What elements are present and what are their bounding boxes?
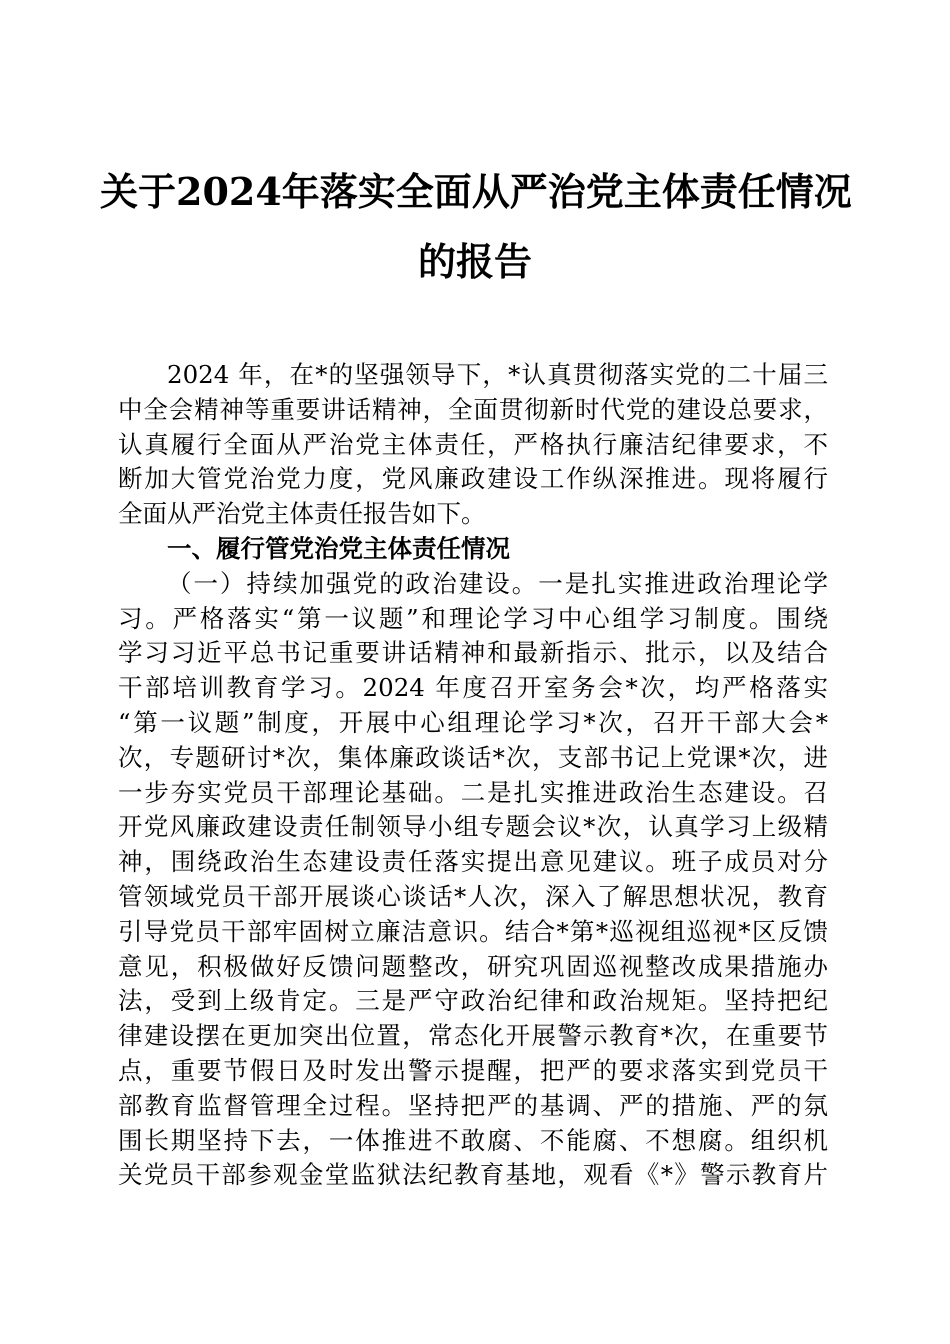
paragraph-line: 开党风廉政建设责任制领导小组专题会议*次，认真学习上级精 [118,812,828,842]
paragraph-line: 干部培训教育学习。2024 年度召开室务会*次，均严格落实 [118,673,828,703]
paragraph-line: 管领域党员干部开展谈心谈话*人次，深入了解思想状况，教育 [118,881,828,911]
paragraph-line: 引导党员干部牢固树立廉洁意识。结合*第*巡视组巡视*区反馈 [118,916,828,946]
paragraph-line: “第一议题”制度，开展中心组理论学习*次，召开干部大会* [118,707,828,737]
paragraph-line: 部教育监督管理全过程。坚持把严的基调、严的措施、严的氛 [118,1090,828,1120]
paragraph-line: 围长期坚持下去，一体推进不敢腐、不能腐、不想腐。组织机 [118,1125,828,1155]
paragraph-line: 法，受到上级肯定。三是严守政治纪律和政治规矩。坚持把纪 [118,986,828,1016]
paragraph-line: 律建设摆在更加突出位置，常态化开展警示教育*次，在重要节 [118,1021,828,1051]
paragraph-line: 神，围绕政治生态建设责任落实提出意见建议。班子成员对分 [118,847,828,877]
paragraph-line: 点，重要节假日及时发出警示提醒，把严的要求落实到党员干 [118,1055,828,1085]
document-title-line-2: 的报告 [417,239,532,284]
paragraph-line: 一步夯实党员干部理论基础。二是扎实推进政治生态建设。召 [118,777,828,807]
paragraph-line: 断加大管党治党力度，党风廉政建设工作纵深推进。现将履行 [118,464,828,494]
paragraph-line: 中全会精神等重要讲话精神，全面贯彻新时代党的建设总要求， [118,394,828,424]
paragraph-line: 关党员干部参观金堂监狱法纪教育基地，观看《*》警示教育片 [118,1160,828,1190]
document-title-line-1: 关于2024年落实全面从严治党主体责任情况 [100,169,852,214]
paragraph-line: （一）持续加强党的政治建设。一是扎实推进政治理论学 [167,568,828,598]
paragraph-line: 2024 年，在*的坚强领导下，*认真贯彻落实党的二十届三 [167,360,828,389]
paragraph-line: 意见，积极做好反馈问题整改，研究巩固巡视整改成果措施办 [118,951,828,981]
paragraph-line: 次，专题研讨*次，集体廉政谈话*次，支部书记上党课*次，进 [118,742,828,772]
paragraph-line: 认真履行全面从严治党主体责任，严格执行廉洁纪律要求，不 [118,429,828,459]
document-body [118,358,828,1193]
paragraph-line: 全面从严治党主体责任报告如下。 [118,499,486,529]
section-heading: 一、履行管党治党主体责任情况 [167,533,510,563]
paragraph-line: 学习习近平总书记重要讲话精神和最新指示、批示，以及结合 [118,638,828,668]
paragraph-line: 习。严格落实“第一议题”和理论学习中心组学习制度。围绕 [118,603,828,633]
